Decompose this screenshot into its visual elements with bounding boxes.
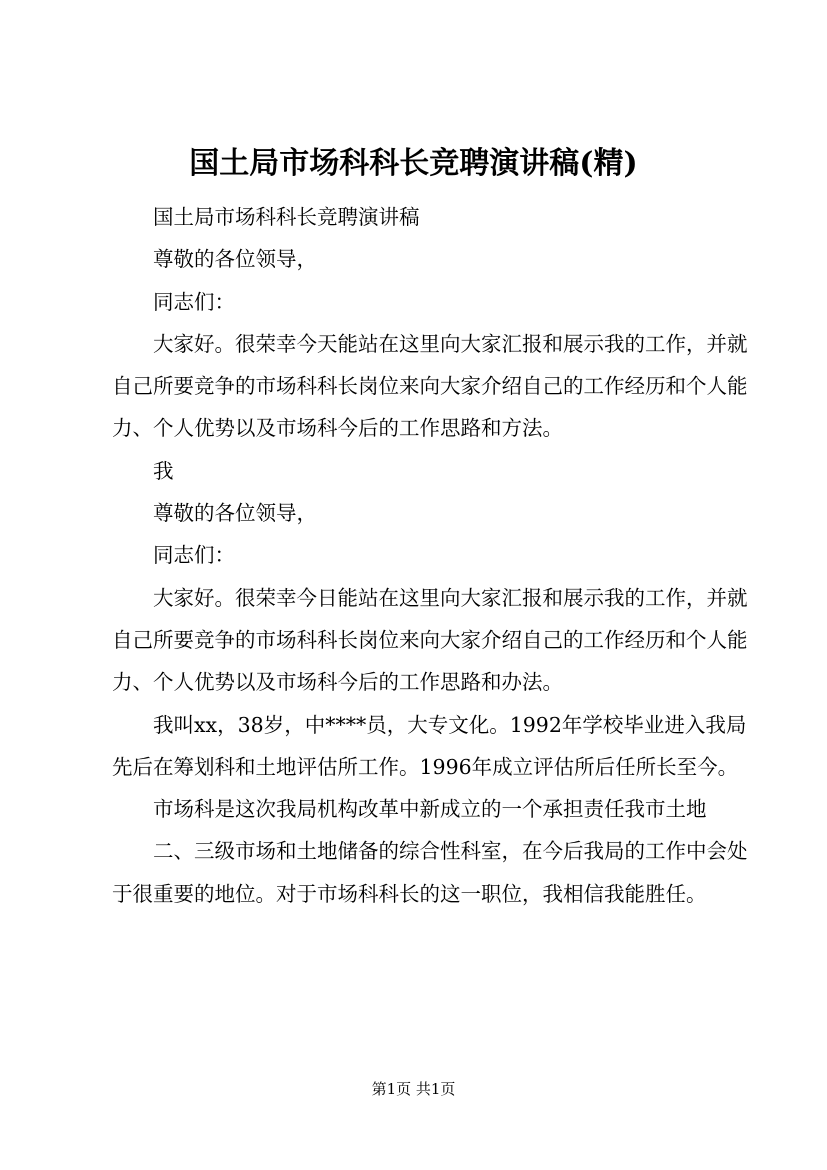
document-title: 国土局市场科科长竞聘演讲稿(精) [189, 146, 638, 181]
paragraph-intro: 大家好。很荣幸今天能站在这里向大家汇报和展示我的工作，并就自己所要竞争的市场科科长岗位来向大家介绍自己的工作经历和个人能力、个人优势以及市场科今后的工作思路和方法。 [112, 331, 748, 441]
paragraph-department-role: 二、三级市场和土地储备的综合性科室，在今后我局的工作中会处于很重要的地位。对于市场科科长的这一职位，我相信我能胜任。 [112, 839, 748, 906]
page-footer: 第1页 共1页 [371, 1080, 456, 1098]
paragraph-greeting-repeat: 同志们： [153, 543, 235, 568]
paragraph-salutation-repeat: 尊敬的各位领导， [153, 501, 317, 526]
document-body [112, 196, 752, 915]
paragraph-salutation: 尊敬的各位领导， [153, 247, 317, 272]
paragraph-self-introduction: 我叫xx，38岁，中****员，大专文化。1992年学校毕业进入我局先后在筹划科和土地评估所工作。1996年成立评估所后任所长至今。 [112, 712, 747, 779]
paragraph-fragment: 我 [153, 458, 174, 483]
paragraph-intro-repeat: 大家好。很荣幸今日能站在这里向大家汇报和展示我的工作，并就自己所要竞争的市场科科长岗位来向大家介绍自己的工作经历和个人能力、个人优势以及市场科今后的工作思路和办法。 [112, 585, 748, 695]
paragraph-greeting: 同志们： [153, 289, 235, 314]
paragraph-heading: 国土局市场科科长竞聘演讲稿 [153, 205, 420, 229]
paragraph-department: 市场科是这次我局机构改革中新成立的一个承担责任我市土地 [153, 797, 707, 822]
